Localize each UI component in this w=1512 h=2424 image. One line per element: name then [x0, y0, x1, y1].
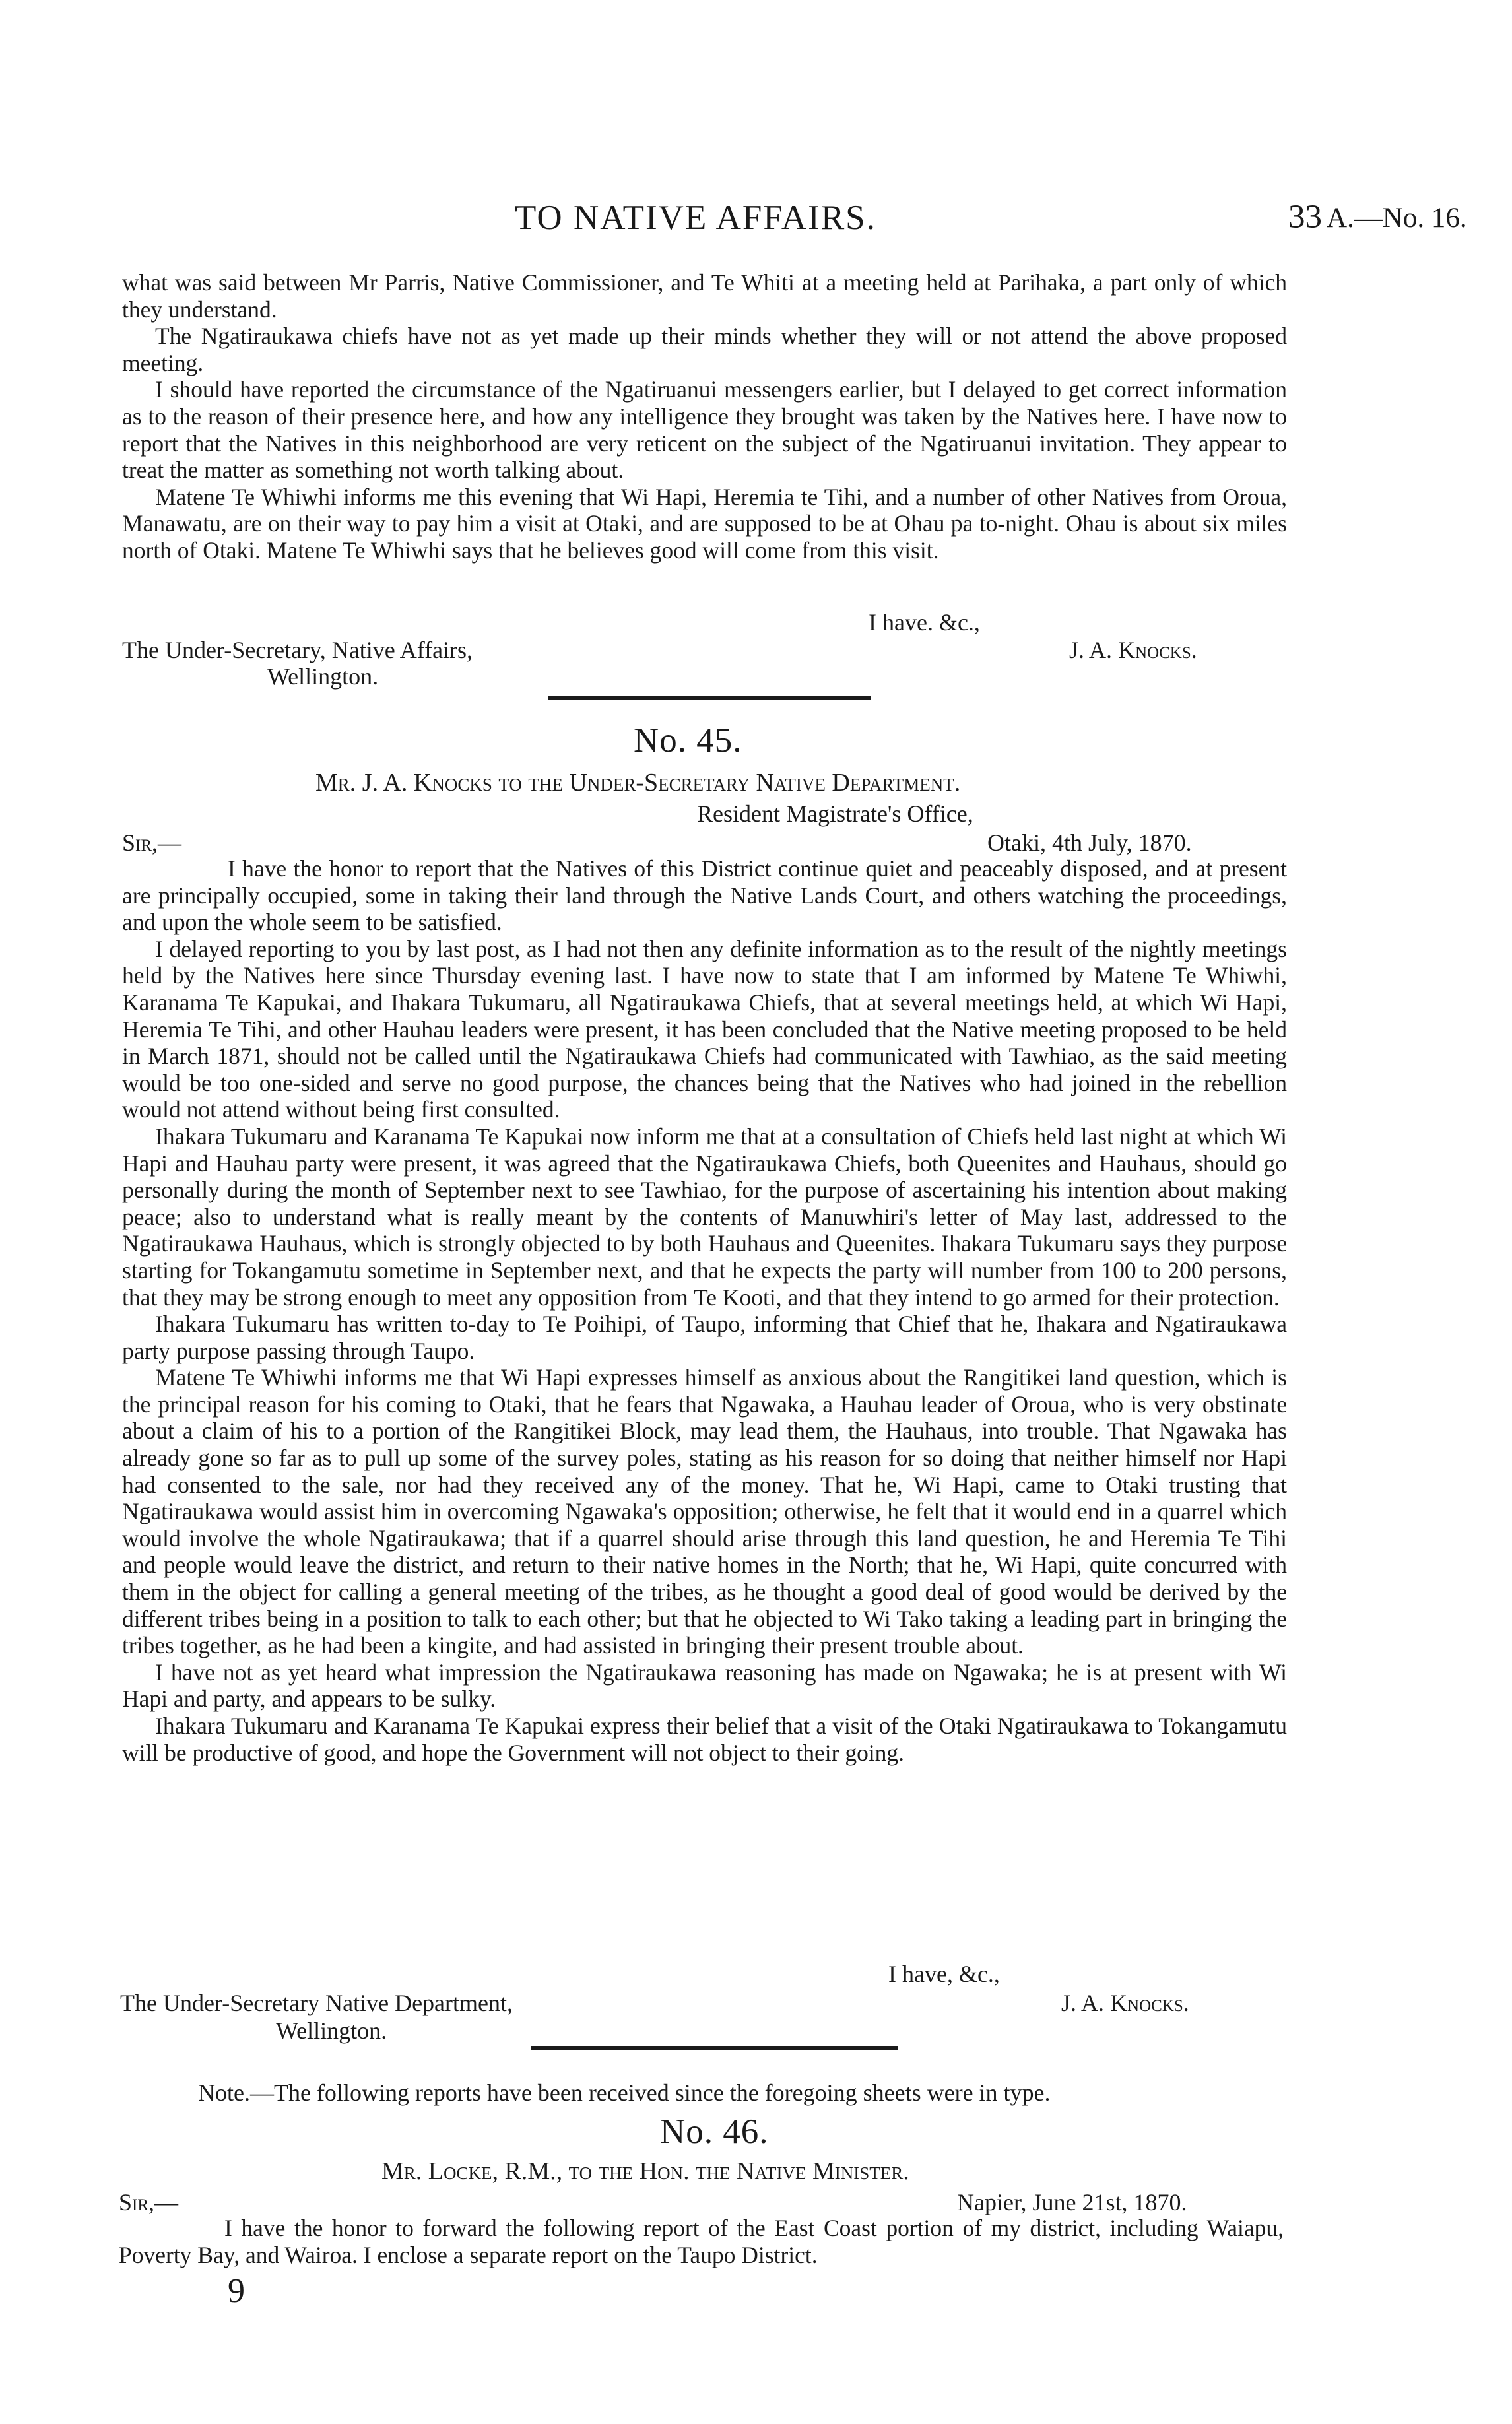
editorial-note: Note.—The following reports have been received since the foregoing sheets were in type. — [198, 2080, 1051, 2106]
signature-mark: 9 — [228, 2272, 245, 2310]
letter-number: No. 45. — [634, 721, 742, 760]
closing-phrase: I have, &c., — [888, 1961, 1000, 1987]
closing-phrase: I have. &c., — [869, 609, 980, 636]
paragraph: The Ngatiraukawa chiefs have not as yet made up their minds whether they will or not attend the above proposed meeting. — [122, 323, 1287, 376]
letter-heading: Mr. J. A. Knocks to the Under-Secretary Native Department. — [315, 769, 961, 797]
section-divider — [548, 696, 871, 700]
paragraph: Matene Te Whiwhi informs me this evening that Wi Hapi, Heremia te Tihi, and a number of other Natives from Oroua, Manawatu, are on their way to pay him a visit at Otaki, and are supposed to be at Ohau pa to-night. Ohau is about six miles north of Otaki. Matene Te Whiwhi says that he believes good will come from this visit. — [122, 483, 1287, 564]
paragraph: I have the honor to report that the Natives of this District continue quiet and peaceably disposed, and at present are principally occupied, some in taking their land through the Native Lands Court, and others watching the proceedings, and upon the whole seem to be satisfied. — [122, 855, 1287, 936]
addressee-city: Wellington. — [267, 663, 379, 690]
paragraph: I delayed reporting to you by last post, as I had not then any definite information as to the result of the nightly meetings held by the Natives here since Thursday evening last. I have now to state that I am informed by Matene Te Whiwhi, Karanama Te Kapukai, and Ihakara Tukumaru, all Ngatiraukawa Chiefs, that at several meetings held, at which Wi Hapi, Heremia Te Tihi, and other Hauhau leaders were present, it has been concluded that the Native meeting proposed to be held in March 1871, should not be called until the Ngatiraukawa Chiefs had communicated with Tawhiao, as the said meeting would be too one-sided and serve no good purpose, the chances being that the Natives who had joined in the rebellion would not attend without being first consulted. — [122, 935, 1287, 1123]
section-divider — [531, 2046, 898, 2050]
addressee: The Under-Secretary, Native Affairs, — [122, 637, 473, 663]
place-date: Napier, June 21st, 1870. — [957, 2189, 1187, 2215]
paragraph: Ihakara Tukumaru and Karanama Te Kapukai express their belief that a visit of the Otaki Ngatiraukawa to Tokangamutu will be productive of good, and hope the Government will not object to their going. — [122, 1713, 1287, 1766]
sender-office: Resident Magistrate's Office, — [697, 801, 973, 827]
signature: J. A. Knocks. — [1069, 637, 1197, 663]
paragraph: Ihakara Tukumaru has written to-day to Te Poihipi, of Taupo, informing that Chief that he, Ihakara and Ngatiraukawa party purpose passing through Taupo. — [122, 1311, 1287, 1364]
place-date: Otaki, 4th July, 1870. — [987, 830, 1192, 856]
paragraph: what was said between Mr Parris, Native Commissioner, and Te Whiti at a meeting held at Parihaka, a part only of which they understand. — [122, 269, 1287, 323]
salutation: Sir,— — [122, 830, 182, 856]
letter-44-body — [122, 269, 1287, 564]
signature: J. A. Knocks. — [1061, 1990, 1189, 2016]
paragraph: I have not as yet heard what impression the Ngatiraukawa reasoning has made on Ngawaka; he is at present with Wi Hapi and party, and appears to be sulky. — [122, 1658, 1287, 1713]
letter-number: No. 46. — [660, 2113, 769, 2151]
addressee: The Under-Secretary Native Department, — [120, 1990, 513, 2016]
page-header-title: TO NATIVE AFFAIRS. — [515, 199, 876, 237]
page-number: 33 — [1288, 199, 1322, 236]
letter-45-body — [122, 855, 1287, 1766]
letter-heading: Mr. Locke, R.M., to the Hon. the Native Minister. — [381, 2157, 909, 2185]
paragraph: Matene Te Whiwhi informs me that Wi Hapi expresses himself as anxious about the Rangitikei land question, which is the principal reason for his coming to Otaki, that he fears that Ngawaka, a Hauhau leader of Oroua, who is very obstinate about a claim of his to a portion of the Rangitikei Block, may lead them, the Hauhaus, into trouble. That Ngawaka has already gone so far as to pull up some of the survey poles, stating as his reason for so doing that neither himself nor Hapi had consented to the sale, nor had they received any of the money. That he, Wi Hapi, came to Otaki trusting that Ngatiraukawa would assist him in overcoming Ngawaka's opposition; otherwise, he felt that it would end in a quarrel which would involve the whole Ngatiraukawa; that if a quarrel should arise through this land question, he and Heremia Te Tihi and people would leave the district, and return to their native homes in the North; that he, Wi Hapi, quite concurred with them in the object for calling a general meeting of the tribes, as he thought a good deal of good would be derived by the different tribes being in a position to talk to each other; but that he objected to Wi Tako taking a leading part in bringing the tribes together, as he had been a kingite, and had assisted in bringing their present trouble about. — [122, 1364, 1287, 1659]
document-reference: A.—No. 16. — [1327, 203, 1467, 234]
letter-46-body — [119, 2215, 1284, 2268]
addressee-city: Wellington. — [276, 2017, 387, 2044]
paragraph: I should have reported the circumstance of the Ngatiruanui messengers earlier, but I delayed to get correct information as to the reason of their presence here, and how any intelligence they brought was taken by the Natives here. I have now to report that the Natives in this neighborhood are very reticent on the subject of the Ngatiruanui invitation. They appear to treat the matter as something not worth talking about. — [122, 376, 1287, 484]
salutation: Sir,— — [119, 2189, 179, 2215]
paragraph: I have the honor to forward the following report of the East Coast portion of my district, including Waiapu, Poverty Bay, and Wairoa. I enclose a separate report on the Taupo District. — [119, 2215, 1284, 2268]
paragraph: Ihakara Tukumaru and Karanama Te Kapukai now inform me that at a consultation of Chiefs held last night at which Wi Hapi and Hauhau party were present, it was agreed that the Ngatiraukawa Chiefs, both Queenites and Hauhaus, should go personally during the month of September next to see Tawhiao, for the purpose of ascertaining his intention about making peace; also to understand what is really meant by the contents of Manuwhiri's letter of May last, addressed to the Ngatiraukawa Hauhaus, which is strongly objected to by both Hauhaus and Queenites. Ihakara Tukumaru says they purpose starting for Tokangamutu sometime in September next, and that he expects the party will number from 100 to 200 persons, that they may be strong enough to meet any opposition from Te Kooti, and that they intend to go armed for their protection. — [122, 1123, 1287, 1311]
